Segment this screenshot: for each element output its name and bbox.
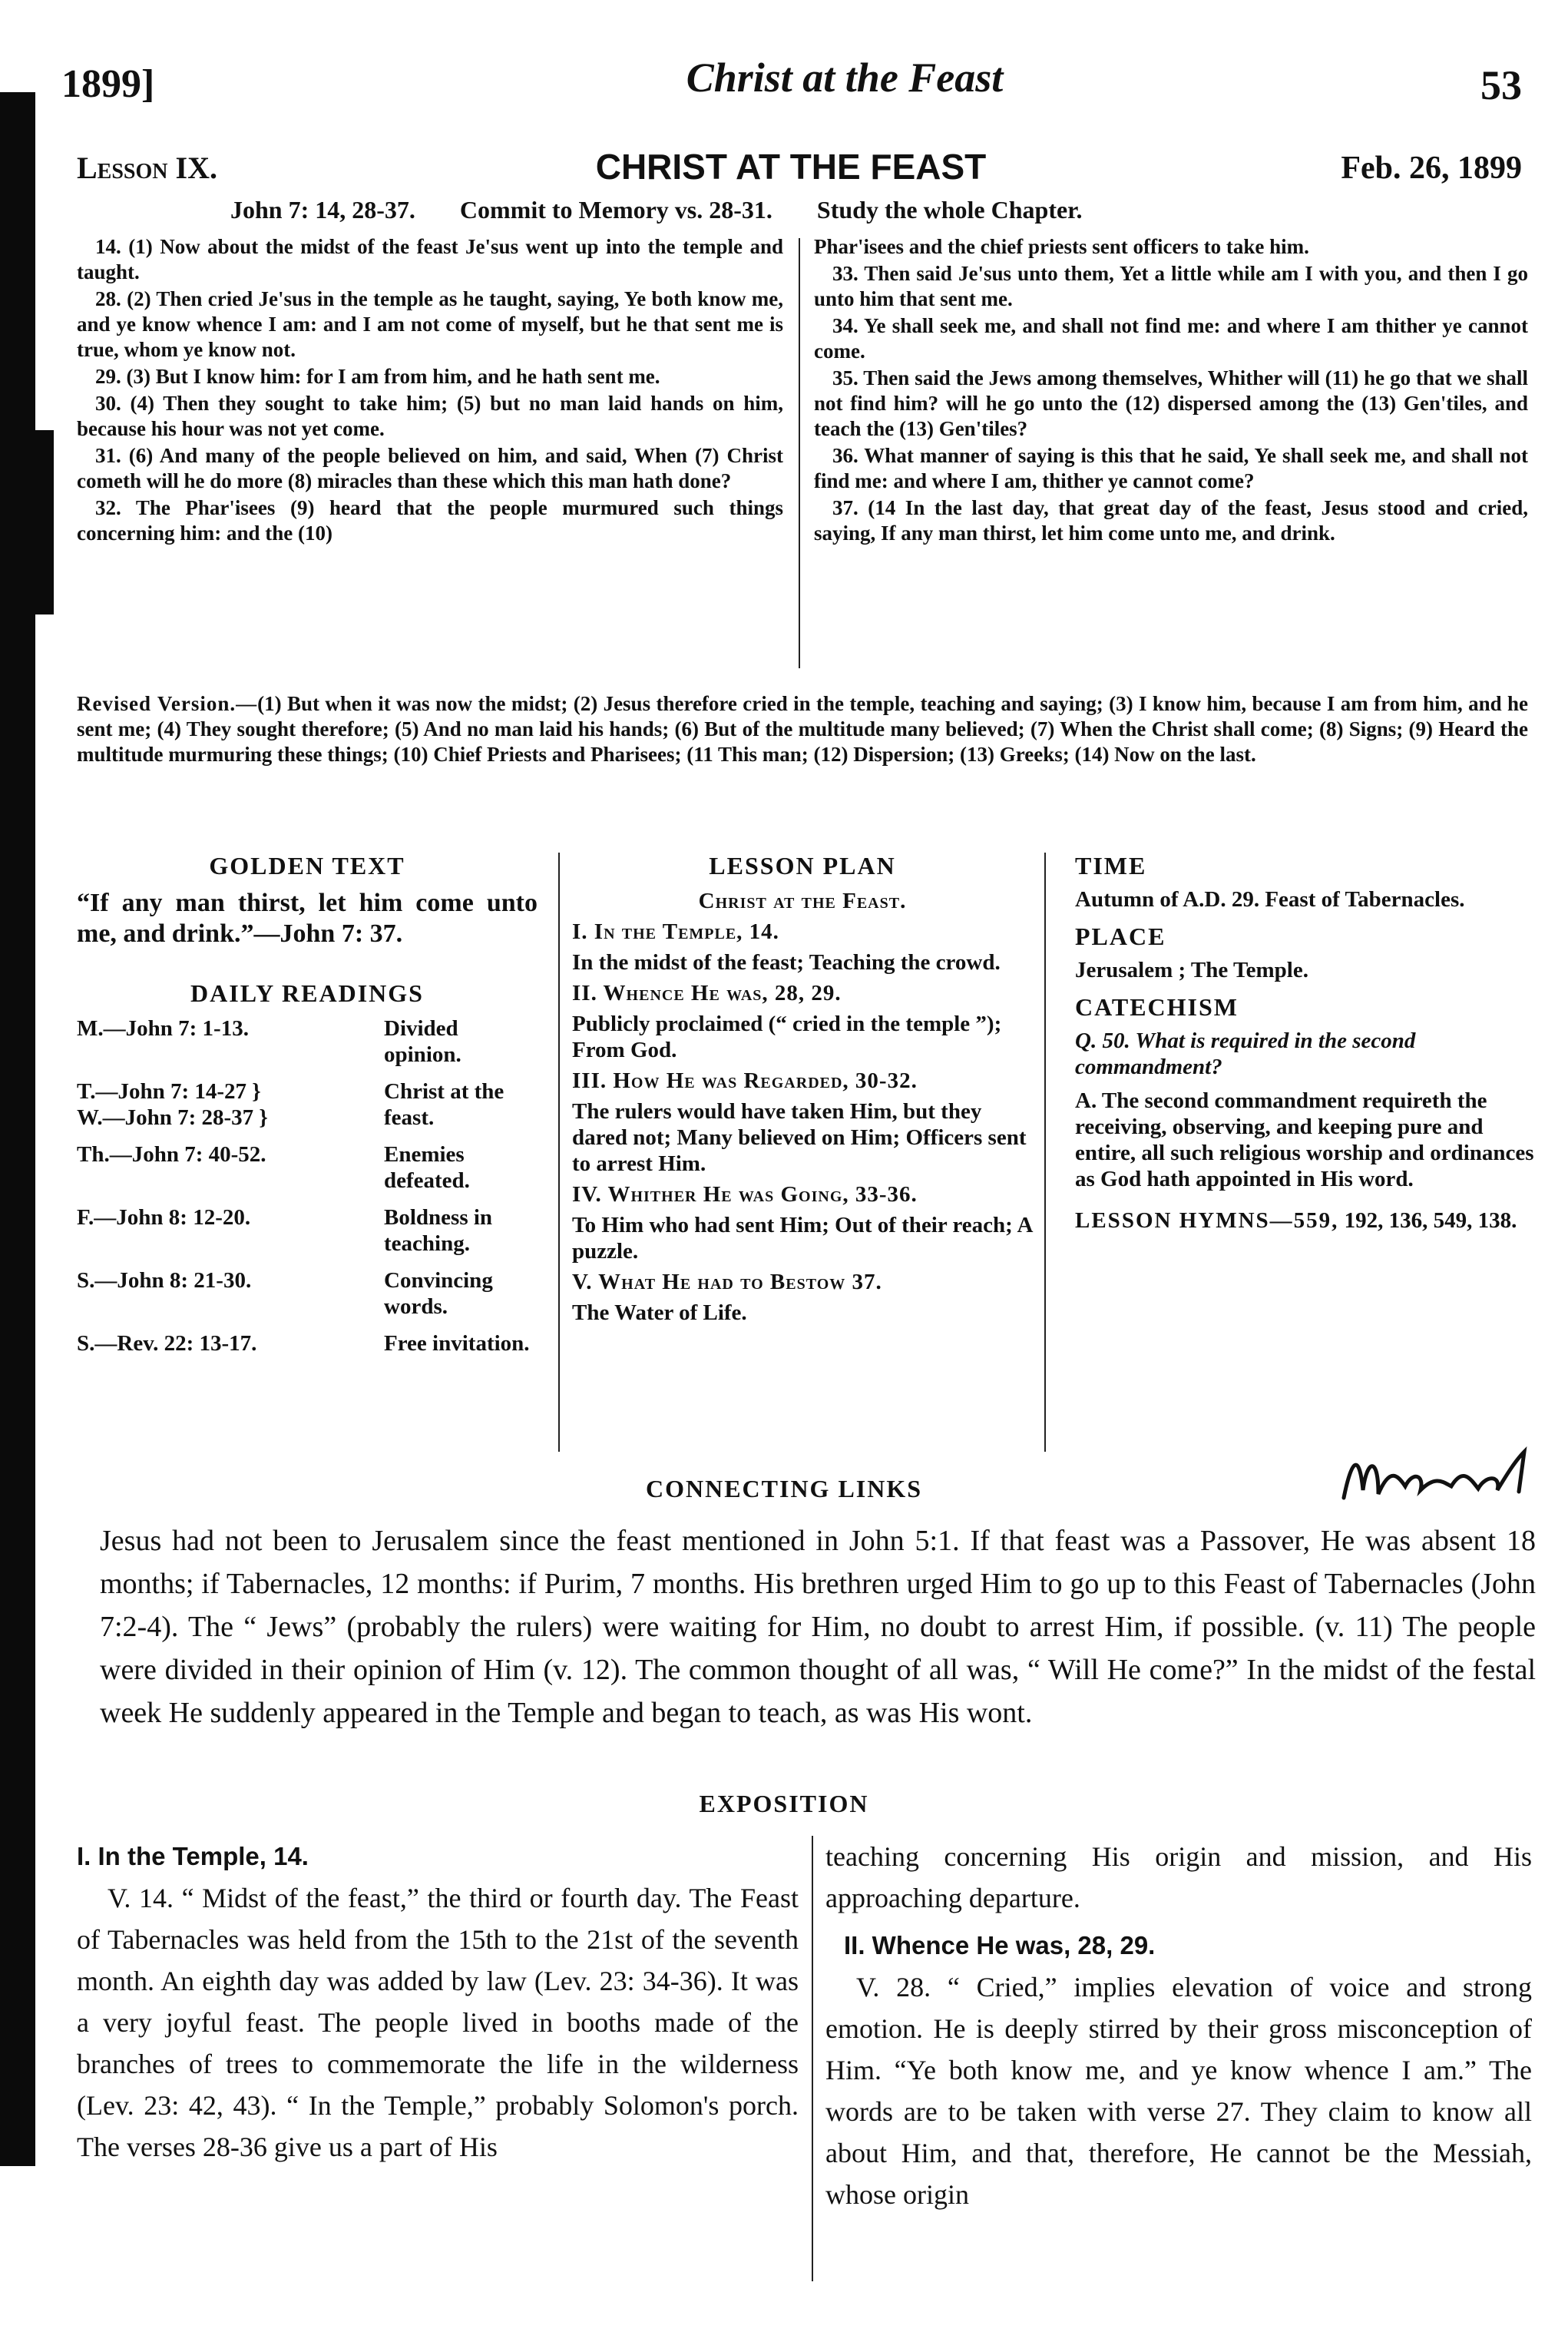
connecting-links-text: Jesus had not been to Jerusalem since the feast mentioned in John 5:1. If that feast was a Passover, He was absent 18 months; if Tabernacles, 12 months: if Purim, 7 months. His brethren urged Him to go up to this Feast of Tabernacles (John 7:2-4). The “ Jews” (probably the rulers) were waiting for Him, no doubt to arrest Him, if possible. (v. 11) The people were divided in their opinion of Him (v. 12). The common thought of all was, “ Will He come?” In the midst of the festal week He suddenly appeared in the Temple and began to teach, as was His wont. — [100, 1525, 1536, 1729]
revised-version — [77, 691, 1528, 767]
plan-head: I. In the Temple, 14. — [572, 919, 779, 944]
lesson-date: Feb. 26, 1899 — [1341, 151, 1522, 186]
plan-body: In the midst of the feast; Teaching the crowd. — [572, 950, 1001, 975]
side-info-column — [1075, 853, 1536, 1241]
page-number: 53 — [1480, 62, 1522, 108]
lesson-title: CHRIST AT THE FEAST — [595, 147, 987, 187]
golden-text: “If any man thirst, let him come unto me, and drink.”—John 7: 37. — [77, 889, 538, 948]
scripture-right-column — [814, 234, 1528, 548]
memory-instruction: Commit to Memory vs. 28-31. — [459, 196, 772, 224]
time-text: Autumn of A.D. 29. Feast of Tabernacles. — [1075, 887, 1465, 912]
lesson-plan-subtitle: Christ at the Feast. — [698, 889, 907, 913]
reading-row: T.—John 7: 14-27 } Christ at the — [77, 1079, 504, 1104]
lesson-hymns: LESSON HYMNS—559, 192, 136, 549, 138. — [1075, 1208, 1517, 1233]
exposition-section-heading: II. Whence He was, 28, 29. — [844, 1931, 1156, 1959]
reading-row: M.—John 7: 1-13. Divided opinion. — [77, 1016, 461, 1067]
verse: 14. (1) Now about the midst of the feast Je'sus went up into the temple and taught. — [77, 235, 783, 283]
plan-head: III. How He was Regarded, 30-32. — [572, 1068, 918, 1093]
exposition-left-column — [77, 1836, 799, 2168]
plan-body: To Him who had sent Him; Out of their reach; A puzzle. — [572, 1213, 1032, 1264]
verse: Phar'isees and the chief priests sent officers to take him. — [814, 235, 1309, 258]
study-instruction: Study the whole Chapter. — [816, 196, 1083, 224]
exposition-right-column — [825, 1836, 1532, 2215]
reading-row: Th.—John 7: 40-52. Enemies defeated. — [77, 1142, 470, 1193]
reading-row: W.—John 7: 28-37 } feast. — [77, 1105, 435, 1130]
column-rule — [812, 1836, 813, 2281]
catechism-heading: CATECHISM — [1075, 993, 1239, 1021]
lesson-plan-heading: LESSON PLAN — [709, 852, 896, 879]
exposition-paragraph: V. 14. “ Midst of the feast,” the third or fourth day. The Feast of Tabernacles was held from the 15th to the 21st of the seventh month. An eighth day was added by law (Lev. 23: 34-36). It was a very joyful feast. The people lived in booths made of the branches of trees to commemorate the life in the wilderness (Lev. 23: 42, 43). “ In the Temple,” probably Solomon's porch. The verses 28-36 give us a part of His — [77, 1883, 799, 2162]
daily-readings-heading: DAILY READINGS — [190, 979, 424, 1007]
verse: 30. (4) Then they sought to take him; (5) but no man laid hands on him, because his hour was not yet come. — [77, 392, 783, 440]
time-heading: TIME — [1075, 852, 1147, 879]
binding-shadow — [0, 92, 35, 2166]
scripture-left-column — [77, 234, 783, 548]
reading-row: S.—John 8: 21-30. Convincing words. — [77, 1268, 493, 1319]
running-year: 1899] — [61, 62, 155, 106]
plan-body: Publicly proclaimed (“ cried in the temple ”); From God. — [572, 1012, 1002, 1062]
verse: 34. Ye shall seek me, and shall not find me: and where I am thither ye cannot come. — [814, 314, 1528, 363]
daily-readings-list — [77, 1015, 538, 1356]
verse: 33. Then said Je'sus unto them, Yet a little while am I with you, and then I go unto him that sent me. — [814, 262, 1528, 310]
verse: 28. (2) Then cried Je'sus in the temple as he taught, saying, Ye both know me, and ye know whence I am: and I am not come of myself, but he that sent me is true, whom ye know not. — [77, 287, 783, 361]
exposition-section-heading: I. In the Temple, 14. — [77, 1842, 309, 1870]
column-rule — [558, 853, 560, 1452]
column-rule — [1044, 853, 1046, 1452]
lesson-plan-column — [572, 853, 1033, 1330]
reading-row: S.—Rev. 22: 13-17. Free invitation. — [77, 1331, 530, 1356]
verse: 32. The Phar'isees (9) heard that the people murmured such things concerning him: and the (10) — [77, 496, 783, 545]
catechism-question: Q. 50. What is required in the second commandment? — [1075, 1029, 1416, 1079]
plan-body: The Water of Life. — [572, 1300, 747, 1325]
verse: 35. Then said the Jews among themselves, Whither will (11) he go that we shall not find him? will he go unto the (12) dispersed among the (13) Gen'tiles, and teach the (13) Gen'tiles? — [814, 366, 1528, 440]
lesson-number: Lesson IX. — [77, 151, 217, 185]
golden-text-column — [77, 853, 538, 1367]
revised-label: Revised Version.— — [77, 692, 258, 715]
golden-text-heading: GOLDEN TEXT — [209, 852, 405, 879]
connecting-links-heading: CONNECTING LINKS — [645, 1475, 923, 1502]
verse: 31. (6) And many of the people believed on him, and said, When (7) Christ cometh will he do more (8) miracles than these which this man hath done? — [77, 444, 783, 492]
plan-head: IV. Whither He was Going, 33-36. — [572, 1182, 918, 1207]
verse: 36. What manner of saying is this that he said, Ye shall seek me, and shall not find me: and where I am, thither ye cannot come? — [814, 444, 1528, 492]
place-text: Jerusalem ; The Temple. — [1075, 958, 1308, 982]
running-title: Christ at the Feast — [686, 55, 1004, 101]
revised-text: (1) But when it was now the midst; (2) Jesus therefore cried in the temple, teaching and saying; (3) I know him, because I am from him, and he sent me; (4) They sought therefore; (5) And no man laid his hands; (6) But of the multitude many believed; (7) When the Christ shall come; (8) Signs; (9) Heard the multitude murmuring these things; (10) Chief Priests and Pharisees; (11 This man; (12) Dispersion; (13) Greeks; (14) Now on the last. — [77, 692, 1528, 766]
reading-row: F.—John 8: 12-20. Boldness in teaching. — [77, 1205, 493, 1256]
place-heading: PLACE — [1075, 923, 1166, 950]
catechism-answer: A. The second commandment requireth the receiving, observing, and keeping pure and entire, all such religious worship and ordinances as God hath appointed in His word. — [1075, 1088, 1534, 1191]
verse: 29. (3) But I know him: for I am from him, and he hath sent me. — [95, 365, 660, 388]
plan-head: V. What He had to Bestow 37. — [572, 1270, 882, 1294]
lesson-subline — [230, 196, 1459, 224]
plan-head: II. Whence He was, 28, 29. — [572, 981, 842, 1005]
exposition-heading: EXPOSITION — [699, 1790, 869, 1817]
verse: 37. (14 In the last day, that great day of the feast, Jesus stood and cried, saying, If any man thirst, let him come unto me, and drink. — [814, 496, 1528, 545]
exposition-paragraph: teaching concerning His origin and mission, and His approaching departure. — [825, 1841, 1532, 1913]
exposition-paragraph: V. 28. “ Cried,” implies elevation of voice and strong emotion. He is deeply stirred by their gross misconception of Him. “Ye both know me, and ye know whence I am.” The words are to be taken with verse 27. They claim to know all about Him, and that, therefore, He cannot be the Messiah, whose origin — [825, 1972, 1532, 2210]
plan-body: The rulers would have taken Him, but they dared not; Many believed on Him; Officers sent to arrest Him. — [572, 1099, 1027, 1176]
column-rule — [799, 238, 800, 668]
binding-shadow-notch — [31, 430, 54, 614]
scripture-ref: John 7: 14, 28-37. — [230, 196, 415, 224]
